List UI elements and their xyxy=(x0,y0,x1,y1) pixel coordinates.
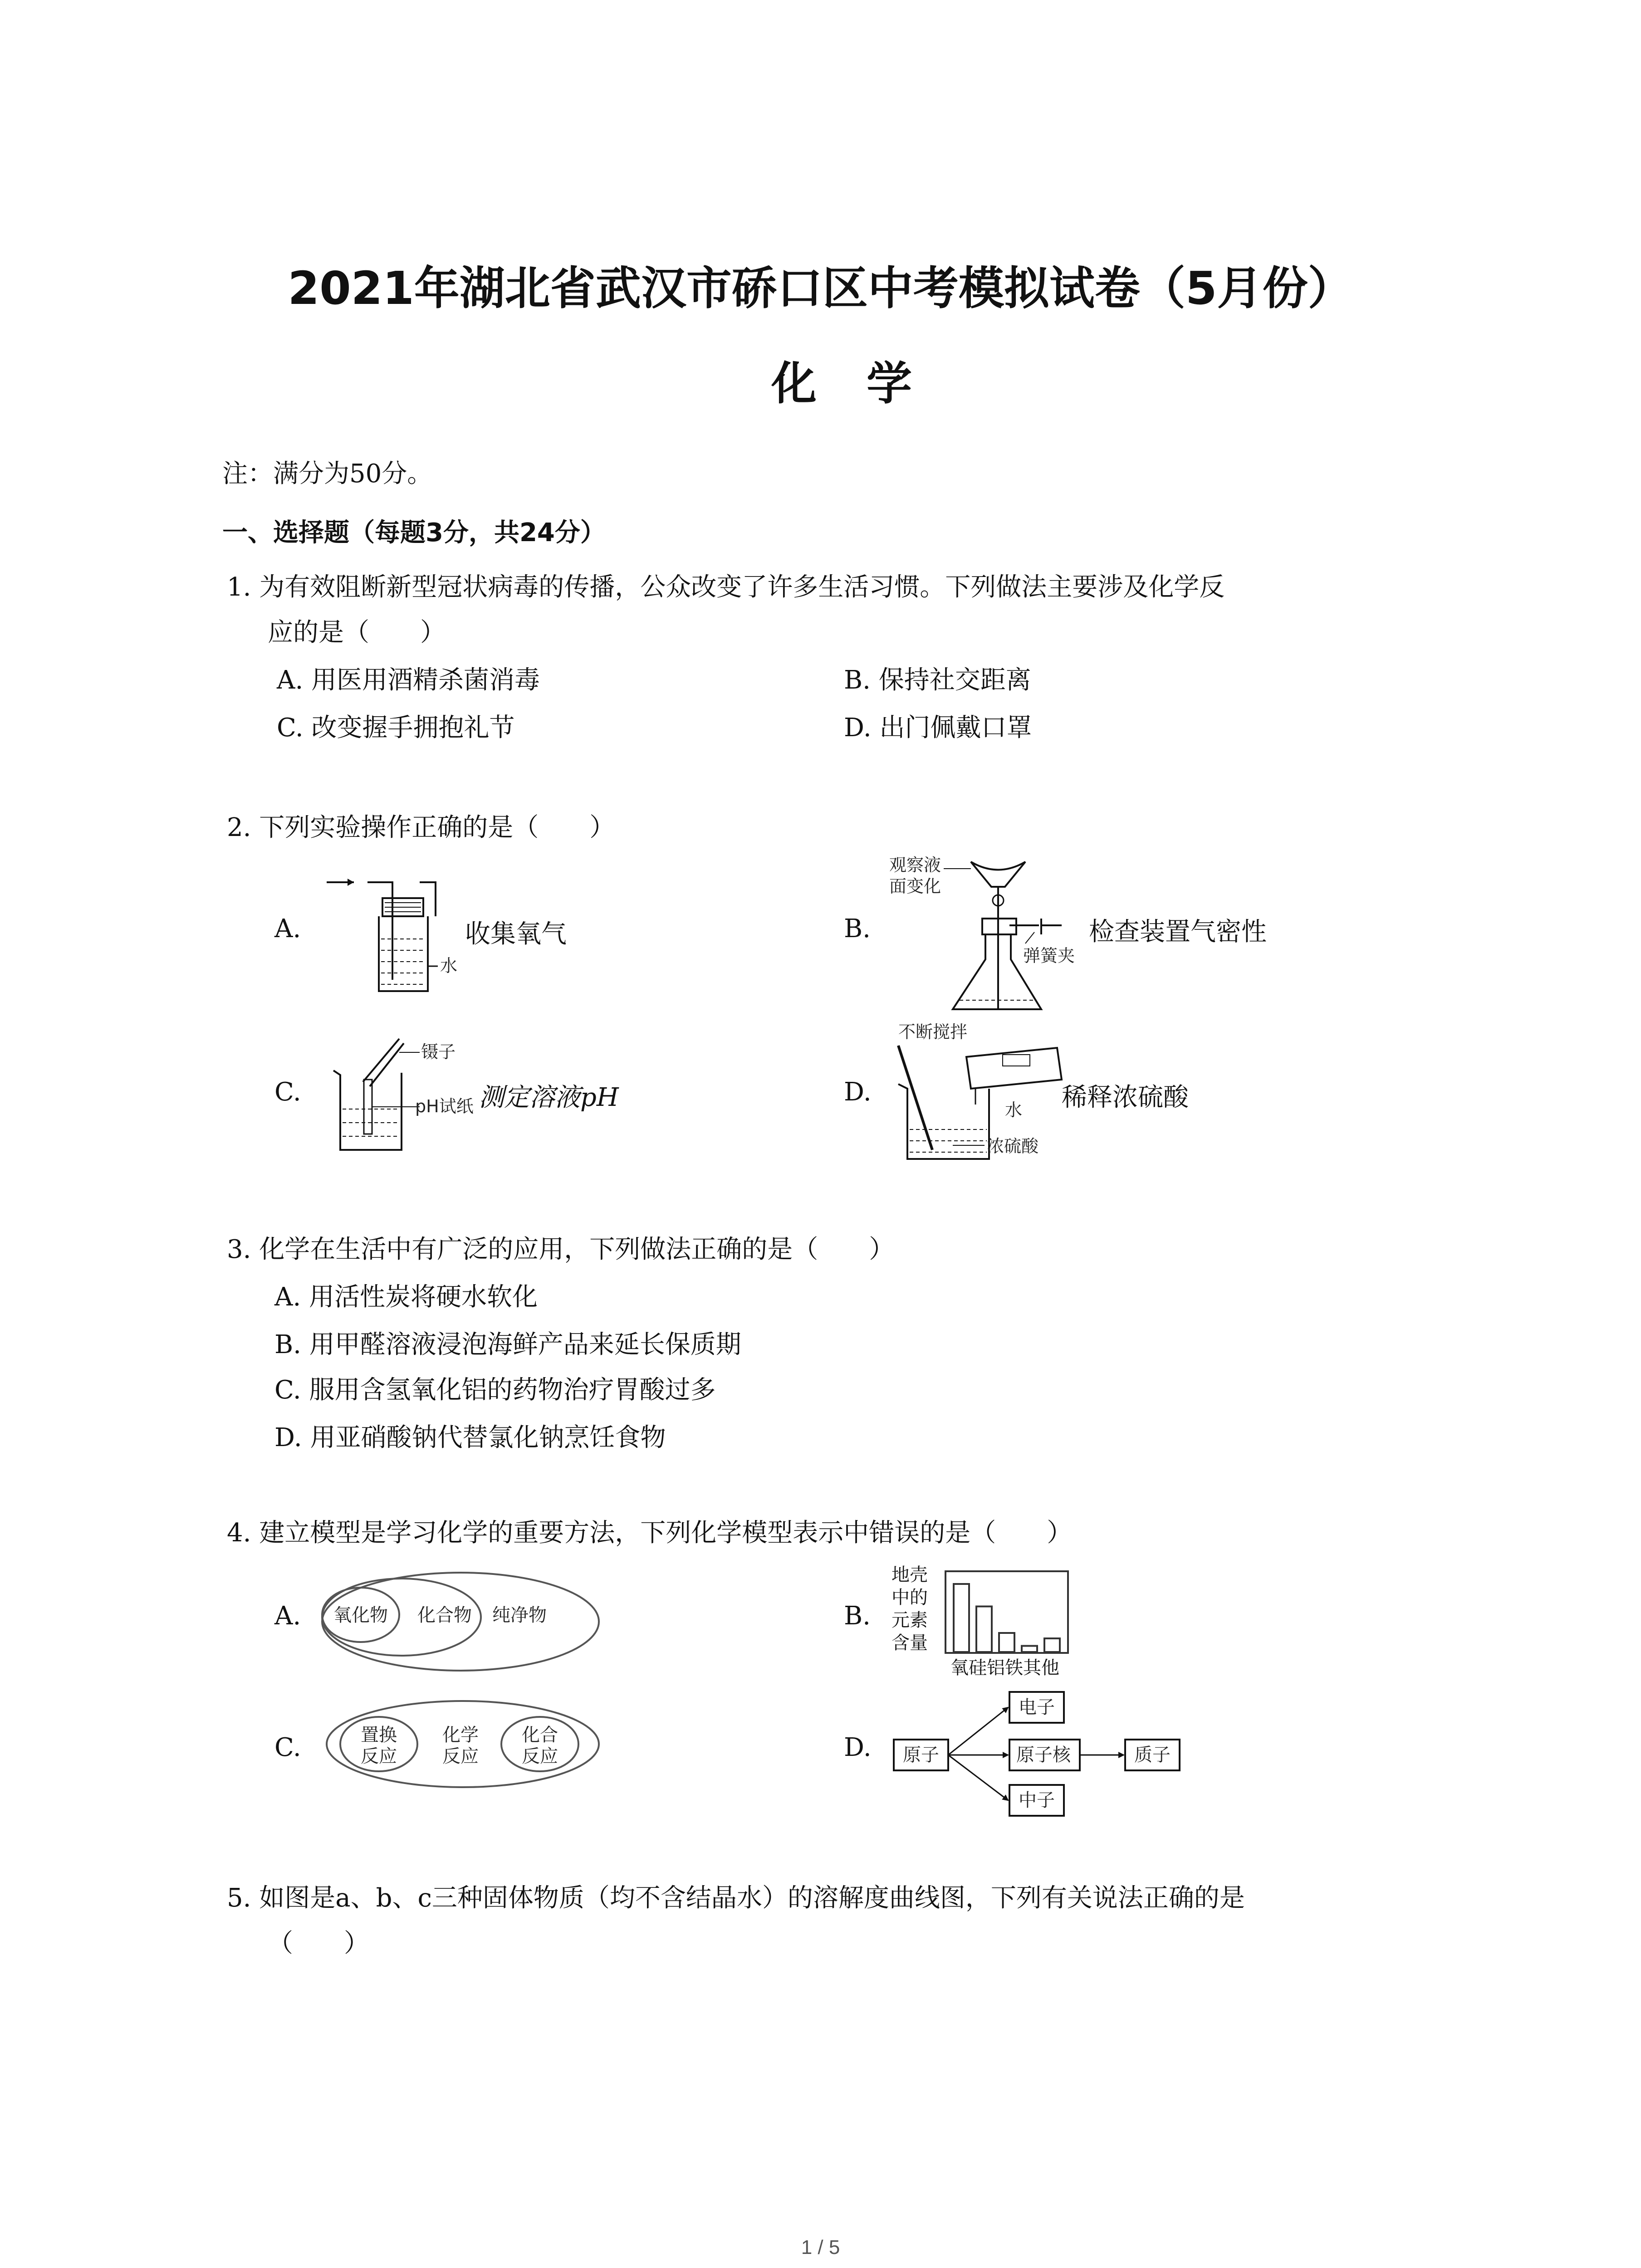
crust-element-bar-chart xyxy=(944,1569,1071,1656)
q2-option-d-letter: D. xyxy=(844,1077,872,1107)
q5-stem-line2: （ ） xyxy=(268,1929,369,1958)
q1-option-c: C. 改变握手拥抱礼节 xyxy=(277,713,515,743)
crust-bar-1 xyxy=(976,1607,992,1652)
dilute-acid-diagram xyxy=(889,1021,1071,1166)
q4-stem: 4. 建立模型是学习化学的重要方法，下列化学模型表示中错误的是（ ） xyxy=(227,1518,1073,1548)
q1-option-a: A. 用医用酒精杀菌消毒 xyxy=(277,665,540,695)
q4-a-outer-label: 纯净物 xyxy=(492,1605,547,1626)
q4-a-mid-label: 化合物 xyxy=(417,1605,472,1626)
q4-c-mid-line1: 化学 xyxy=(442,1725,479,1745)
page-number: 1 / 5 xyxy=(801,2236,840,2258)
q4-d-proton-label: 质子 xyxy=(1134,1745,1171,1765)
q5-stem-line1: 5. 如图是a、b、c三种固体物质（均不含结晶水）的溶解度曲线图，下列有关说法正确的是 xyxy=(227,1883,1245,1913)
q4-option-d-letter: D. xyxy=(844,1733,872,1762)
q2-option-b-text: 检查装置气密性 xyxy=(1089,917,1267,947)
q3-stem: 3. 化学在生活中有广泛的应用，下列做法正确的是（ ） xyxy=(227,1235,895,1264)
q4-option-c-letter: C. xyxy=(274,1733,301,1762)
q3-option-d: D. 用亚硝酸钠代替氯化钠烹饪食物 xyxy=(274,1423,666,1452)
subject-title: 化学 xyxy=(771,357,962,410)
q4-c-right-line2: 反应 xyxy=(522,1746,558,1767)
q4-b-ylabel-2: 中的 xyxy=(892,1587,928,1608)
q3-option-b: B. 用甲醛溶液浸泡海鲜产品来延长保质期 xyxy=(274,1330,741,1359)
q2-stem: 2. 下列实验操作正确的是（ ） xyxy=(227,813,615,842)
q2-option-a-letter: A. xyxy=(274,914,301,943)
q4-c-left-line1: 置换 xyxy=(361,1725,397,1745)
q2-b-clip-label: 弹簧夹 xyxy=(1023,946,1075,966)
q4-d-atom-label: 原子 xyxy=(903,1745,939,1765)
q2-b-observe-line1: 观察液 xyxy=(889,855,941,875)
q2-option-d-text: 稀释浓硫酸 xyxy=(1062,1083,1189,1112)
q4-c-right-line1: 化合 xyxy=(522,1725,558,1745)
ph-test-diagram xyxy=(327,1030,481,1161)
q4-d-electron-label: 电子 xyxy=(1019,1697,1055,1718)
flask-airtightness-diagram xyxy=(889,850,1093,1023)
crust-bar-0 xyxy=(954,1584,969,1652)
q4-b-ylabel-3: 元素 xyxy=(892,1610,928,1631)
nested-ellipse-diagram xyxy=(318,1569,603,1674)
crust-bar-3 xyxy=(1022,1646,1037,1652)
score-note: 注：满分为50分。 xyxy=(222,459,433,489)
q1-option-b: B. 保持社交距离 xyxy=(844,665,1031,695)
q2-c-paper-label: pH试纸 xyxy=(415,1096,474,1116)
q2-d-acid-label: 浓硫酸 xyxy=(987,1136,1039,1156)
q4-d-nucleus-label: 原子核 xyxy=(1016,1745,1071,1765)
q2-option-a-text: 收集氧气 xyxy=(465,919,567,949)
q4-option-b-letter: B. xyxy=(844,1601,871,1631)
q2-a-water-label: 水 xyxy=(440,956,458,976)
gas-bottle-diagram xyxy=(318,871,467,998)
crust-bar-4 xyxy=(1044,1638,1060,1652)
q2-d-stir-label: 不断搅拌 xyxy=(898,1022,968,1042)
q2-option-c-text: 测定溶液pH xyxy=(479,1083,619,1112)
q3-option-a: A. 用活性炭将硬水软化 xyxy=(274,1282,538,1312)
q4-b-ylabel-4: 含量 xyxy=(892,1633,928,1653)
q1-option-d: D. 出门佩戴口罩 xyxy=(844,713,1032,743)
q3-option-c: C. 服用含氢氧化铝的药物治疗胃酸过多 xyxy=(274,1375,716,1405)
q4-d-neutron-label: 中子 xyxy=(1019,1790,1055,1811)
q1-stem-line2: 应的是（ ） xyxy=(268,618,446,647)
q4-b-ylabel-1: 地壳 xyxy=(892,1564,928,1585)
q4-c-left-line2: 反应 xyxy=(361,1746,397,1767)
q2-option-b-letter: B. xyxy=(844,914,871,943)
reaction-type-diagram xyxy=(322,1696,603,1792)
page-title: 2021年湖北省武汉市硚口区中考模拟试卷（5月份） xyxy=(288,262,1353,315)
q4-a-inner-label: 氧化物 xyxy=(333,1605,388,1626)
q2-option-c-letter: C. xyxy=(274,1077,301,1107)
q4-option-a-letter: A. xyxy=(274,1601,301,1631)
q4-b-xlabel: 氧硅铝铁其他 xyxy=(950,1657,1059,1678)
q2-c-tweezers-label: 镊子 xyxy=(421,1042,456,1062)
q1-stem-line1: 1. 为有效阻断新型冠状病毒的传播，公众改变了许多生活习惯。下列做法主要涉及化学反 xyxy=(227,572,1225,602)
q2-d-water-label: 水 xyxy=(1005,1100,1023,1120)
q2-b-observe-line2: 面变化 xyxy=(889,876,941,896)
section-title: 一、选择题（每题3分，共24分） xyxy=(222,518,606,547)
atom-structure-diagram xyxy=(889,1687,1198,1819)
crust-bar-2 xyxy=(999,1633,1014,1652)
q4-c-mid-line2: 反应 xyxy=(442,1746,479,1767)
